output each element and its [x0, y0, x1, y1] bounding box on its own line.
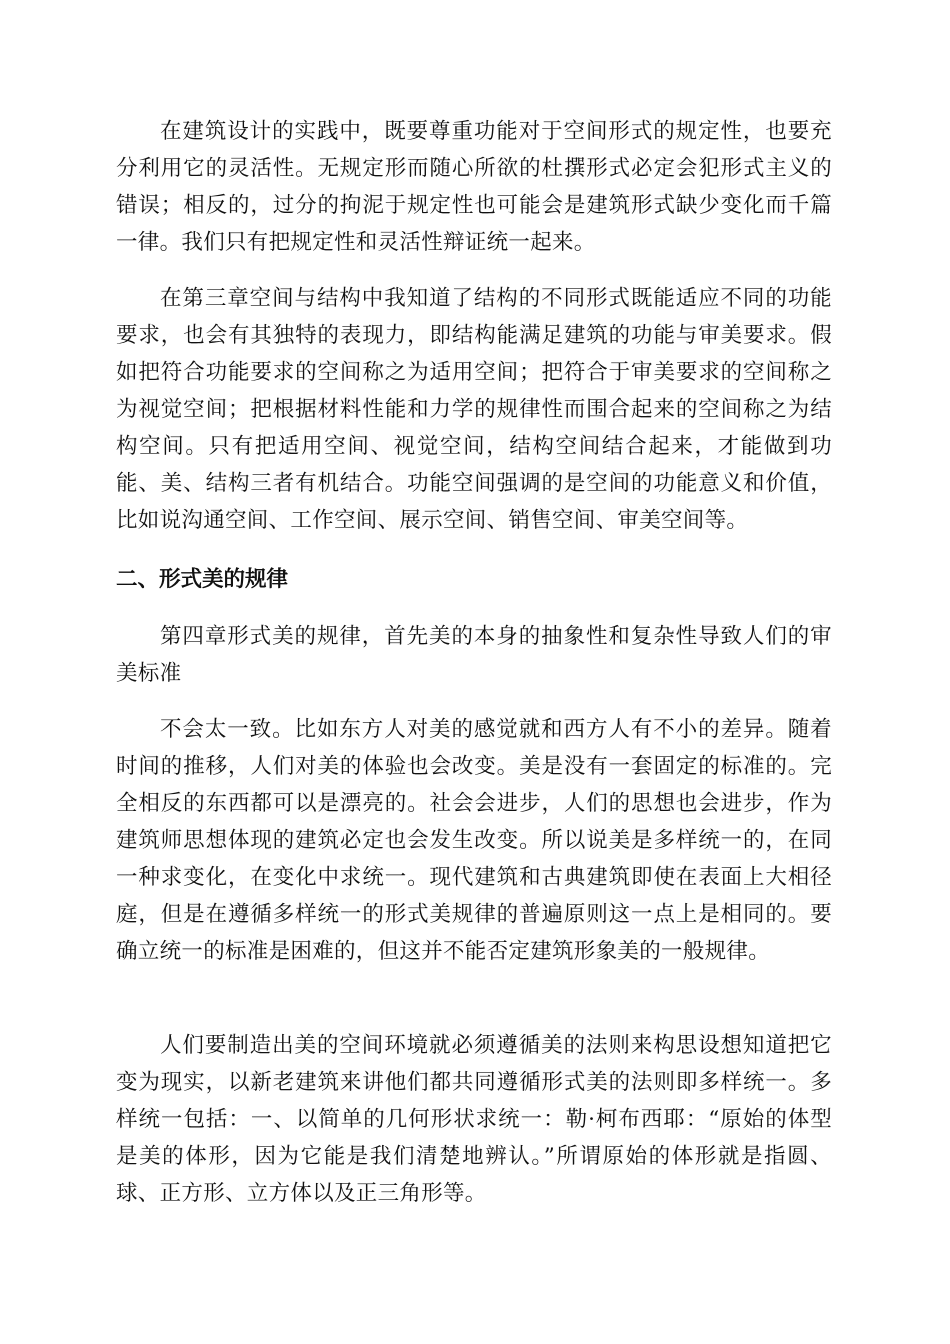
section-heading: 二、形式美的规律	[116, 567, 289, 592]
paragraph-space-structure: 在第三章空间与结构中我知道了结构的不同形式既能适应不同的功能要求，也会有其独特的表现力，即结构能满足建筑的功能与审美要求。假如把符合功能要求的空间称之为适用空间；把符合于审美要求的空间称之为视觉空间；把根据材料性能和力学的规律性而围合起来的空间称之为结构空间。只有把适用空间、视觉空间，结构空间结合起来，才能做到功能、美、结构三者有机结合。功能空间强调的是空间的功能意义和价值，比如说沟通空间、工作空间、展示空间、销售空间、审美空间等。	[116, 286, 832, 533]
paragraph-beauty-standards: 不会太一致。比如东方人对美的感觉就和西方人有不小的差异。随着时间的推移，人们对美的体验也会改变。美是没有一套固定的标准的。完全相反的东西都可以是漂亮的。社会会进步，人们的思想也会进步，作为建筑师思想体现的建筑必定也会发生改变。所以说美是多样统一的，在同一种求变化，在变化中求统一。现代建筑和古典建筑即使在表面上大相径庭，但是在遵循多样统一的形式美规律的普遍原则这一点上是相同的。要确立统一的标准是困难的，但这并不能否定建筑形象美的一般规律。	[116, 717, 832, 964]
paragraph-design-practice: 在建筑设计的实践中，既要尊重功能对于空间形式的规定性，也要充分利用它的灵活性。无规定形而随心所欲的杜撰形式必定会犯形式主义的错误；相反的，过分的拘泥于规定性也可能会是建筑形式缺少变化而千篇一律。我们只有把规定性和灵活性辩证统一起来。	[116, 119, 832, 255]
paragraph-unity-diversity: 人们要制造出美的空间环境就必须遵循美的法则来构思设想知道把它变为现实，以新老建筑来讲他们都共同遵循形式美的法则即多样统一。多样统一包括：一、以简单的几何形状求统一：勒·柯布西耶：“原始的体型是美的体形，因为它能是我们清楚地辨认。”所谓原始的体形就是指圆、球、正方形、立方体以及正三角形等。	[116, 1033, 832, 1206]
paragraph-form-beauty-intro: 第四章形式美的规律，首先美的本身的抽象性和复杂性导致人们的审美标准	[116, 624, 832, 686]
